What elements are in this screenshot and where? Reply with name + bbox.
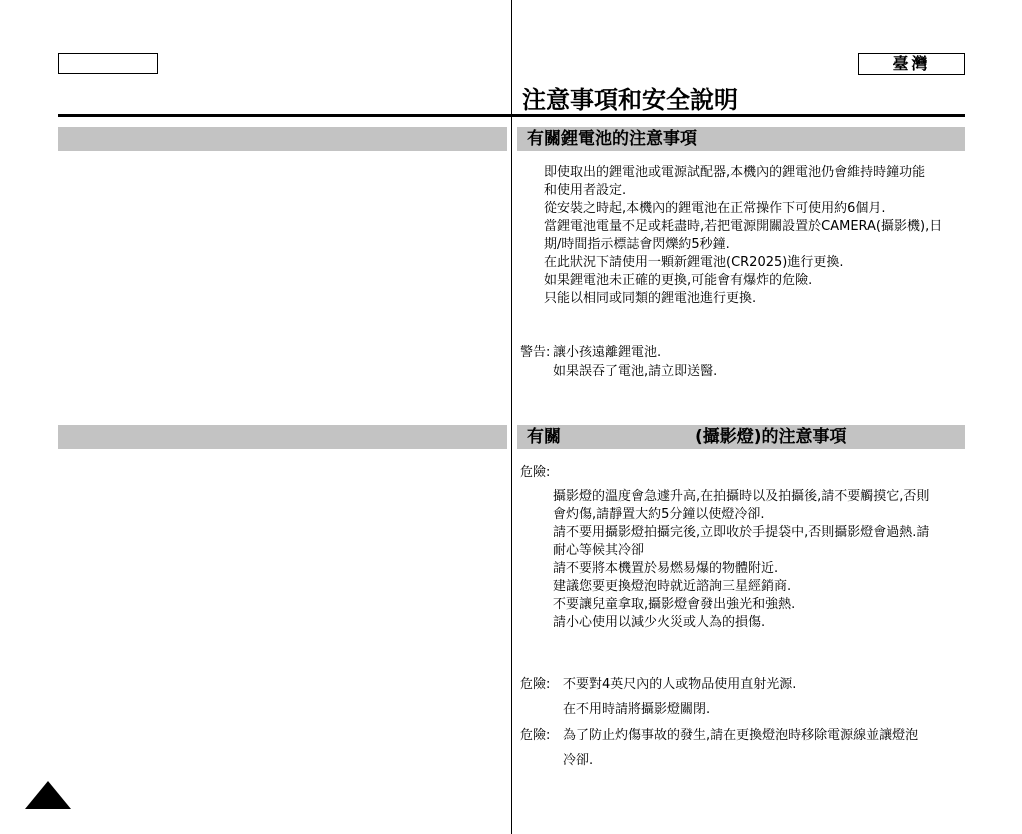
light-heading-bar xyxy=(517,425,965,449)
battery-heading: 有關鋰電池的注意事項 xyxy=(527,129,697,149)
battery-warning-label: 警告: xyxy=(520,345,551,360)
title-rule xyxy=(58,114,965,117)
light-line: 請不要用攝影燈拍攝完後,立即收於手提袋中,否則攝影燈會過熱.請 xyxy=(553,525,930,540)
battery-paragraph xyxy=(544,164,964,308)
light-danger2-line: 不要對4英尺內的人或物品使用直射光源. xyxy=(563,677,797,692)
battery-heading-bar xyxy=(517,127,965,151)
battery-line: 期/時間指示標誌會閃爍約5秒鐘. xyxy=(544,237,730,252)
triangle-up-icon xyxy=(25,781,71,809)
left-heading-bar-1 xyxy=(58,127,507,151)
light-danger3-line: 冷卻. xyxy=(563,753,594,768)
light-line: 建議您要更換燈泡時就近諮詢三星經銷商. xyxy=(553,579,792,594)
battery-warning-line: 讓小孩遠離鋰電池. xyxy=(553,345,662,360)
battery-line: 只能以相同或同類的鋰電池進行更換. xyxy=(544,291,757,306)
battery-line: 在此狀況下請使用一顆新鋰電池(CR2025)進行更換. xyxy=(544,255,844,270)
light-danger-label: 危險: xyxy=(520,465,551,480)
left-heading-bar-2 xyxy=(58,425,507,449)
battery-line: 如果鋰電池未正確的更換,可能會有爆炸的危險. xyxy=(544,273,813,288)
light-danger3-line: 為了防止灼傷事故的發生,請在更換燈泡時移除電源線並讓燈泡 xyxy=(563,728,919,743)
page-title: 注意事項和安全說明 xyxy=(522,86,738,114)
light-line: 攝影燈的溫度會急遽升高,在拍攝時以及拍攝後,請不要觸摸它,否則 xyxy=(553,489,930,504)
light-line: 耐心等候其冷卻 xyxy=(553,543,645,558)
battery-line: 從安裝之時起,本機內的鋰電池在正常操作下可使用約6個月. xyxy=(544,201,886,216)
battery-line: 當鋰電池電量不足或耗盡時,若把電源開關設置於CAMERA(攝影機),日 xyxy=(544,219,943,234)
light-line: 請不要將本機置於易燃易爆的物體附近. xyxy=(553,561,779,576)
light-line: 不要讓兒童拿取,攝影燈會發出強光和強熱. xyxy=(553,597,796,612)
light-line: 會灼傷,請靜置大約5分鐘以使燈冷卻. xyxy=(553,507,765,522)
battery-line: 即使取出的鋰電池或電源試配器,本機內的鋰電池仍會維持時鐘功能 xyxy=(544,165,926,180)
light-heading-part2: (攝影燈)的注意事項 xyxy=(695,427,847,447)
light-heading-part1: 有關 xyxy=(527,427,561,447)
battery-warning-line: 如果誤吞了電池,請立即送醫. xyxy=(553,364,718,379)
language-box-left xyxy=(58,53,158,74)
light-danger2-line: 在不用時請將攝影燈關閉. xyxy=(563,702,711,717)
light-danger2-label: 危險: xyxy=(520,677,551,692)
battery-line: 和使用者設定. xyxy=(544,183,627,198)
region-label-box: 臺灣 xyxy=(858,53,965,75)
center-divider xyxy=(511,0,512,834)
light-line: 請小心使用以減少火災或人為的損傷. xyxy=(553,615,766,630)
light-danger3-label: 危險: xyxy=(520,728,551,743)
light-paragraph xyxy=(553,488,973,632)
